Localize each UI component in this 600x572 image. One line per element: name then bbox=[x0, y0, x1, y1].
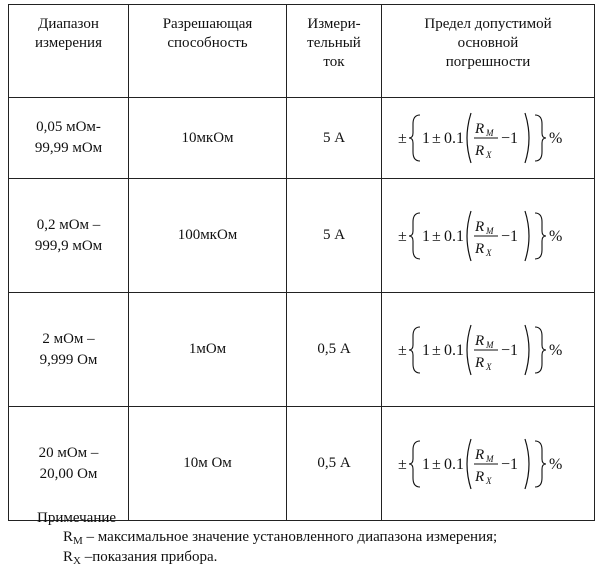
formula-one: 1 bbox=[422, 130, 430, 147]
numerator-subscript: M bbox=[486, 453, 494, 464]
formula-one: 1 bbox=[422, 227, 430, 245]
numerator-subscript: M bbox=[486, 225, 494, 236]
formula-minus-one: −1 bbox=[501, 455, 519, 473]
denominator-r: R bbox=[475, 354, 485, 371]
formula-coefficient: 0.1 bbox=[444, 341, 464, 359]
table-row bbox=[9, 179, 595, 293]
table-row bbox=[9, 293, 595, 407]
formula-minus-one: −1 bbox=[501, 227, 519, 245]
table-header-row bbox=[9, 5, 595, 98]
current-cell: 0,5 А bbox=[287, 293, 382, 407]
specifications-table bbox=[8, 4, 595, 521]
numerator-r: R bbox=[475, 332, 485, 349]
header-measuring-current: Измери- тельный ток bbox=[287, 5, 382, 98]
left-paren bbox=[467, 325, 471, 375]
formula-one: 1 bbox=[422, 455, 430, 473]
formula-plus-minus: ± bbox=[432, 130, 441, 147]
plus-minus-sign: ± bbox=[398, 130, 407, 147]
numerator-subscript: M bbox=[486, 128, 494, 138]
denominator-r: R bbox=[475, 468, 485, 485]
header-measurement-range: Диапазон измерения bbox=[9, 5, 129, 98]
numerator-r: R bbox=[475, 218, 485, 235]
numerator-subscript: M bbox=[486, 339, 494, 350]
denominator-r: R bbox=[475, 240, 485, 257]
right-curly-brace bbox=[535, 115, 546, 161]
right-paren bbox=[525, 211, 529, 261]
denominator-subscript: X bbox=[486, 361, 492, 372]
percent-sign: % bbox=[549, 227, 563, 245]
error-formula-cell bbox=[382, 179, 595, 293]
numerator-r: R bbox=[475, 121, 485, 137]
table-row bbox=[9, 98, 595, 179]
error-formula bbox=[398, 317, 578, 383]
right-paren bbox=[525, 439, 529, 489]
error-formula bbox=[398, 203, 578, 269]
percent-sign: % bbox=[549, 455, 563, 473]
formula-one: 1 bbox=[422, 341, 430, 359]
denominator-r: R bbox=[475, 143, 485, 159]
header-error-limit: Предел допустимой основной погрешности bbox=[382, 5, 595, 98]
denominator-subscript: X bbox=[486, 150, 492, 160]
rm-symbol: R bbox=[63, 529, 74, 545]
resolution-cell: 10мкОм bbox=[129, 98, 287, 179]
left-paren bbox=[467, 439, 471, 489]
plus-minus-sign: ± bbox=[398, 455, 407, 473]
denominator-subscript: X bbox=[486, 247, 492, 258]
left-curly-brace bbox=[409, 115, 420, 161]
left-paren bbox=[467, 211, 471, 261]
right-curly-brace bbox=[535, 213, 546, 259]
formula-plus-minus: ± bbox=[432, 341, 441, 359]
right-paren bbox=[525, 325, 529, 375]
right-paren bbox=[525, 113, 529, 163]
current-cell: 5 А bbox=[287, 179, 382, 293]
note-rx-line bbox=[37, 548, 497, 568]
rx-description: –показания прибора. bbox=[80, 549, 218, 565]
error-formula-cell bbox=[382, 407, 595, 521]
error-formula bbox=[398, 431, 578, 497]
error-formula bbox=[398, 105, 578, 171]
current-cell: 5 А bbox=[287, 98, 382, 179]
right-curly-brace bbox=[535, 327, 546, 373]
left-curly-brace bbox=[409, 441, 420, 487]
left-curly-brace bbox=[409, 213, 420, 259]
error-formula-cell bbox=[382, 293, 595, 407]
formula-plus-minus: ± bbox=[432, 455, 441, 473]
formula-coefficient: 0.1 bbox=[444, 130, 464, 147]
rx-symbol: R bbox=[63, 549, 74, 565]
plus-minus-sign: ± bbox=[398, 341, 407, 359]
range-cell: 0,05 мОм- 99,99 мОм bbox=[9, 98, 129, 179]
formula-coefficient: 0.1 bbox=[444, 455, 464, 473]
resolution-cell: 1мОм bbox=[129, 293, 287, 407]
plus-minus-sign: ± bbox=[398, 227, 407, 245]
percent-sign: % bbox=[549, 130, 563, 147]
denominator-subscript: X bbox=[486, 475, 492, 486]
rm-subscript: M bbox=[73, 535, 83, 547]
range-cell: 0,2 мОм – 999,9 мОм bbox=[9, 179, 129, 293]
range-cell: 2 мОм – 9,999 Ом bbox=[9, 293, 129, 407]
left-curly-brace bbox=[409, 327, 420, 373]
error-formula-cell bbox=[382, 98, 595, 179]
resolution-cell: 10м Ом bbox=[129, 407, 287, 521]
resolution-cell: 100мкОм bbox=[129, 179, 287, 293]
formula-minus-one: −1 bbox=[501, 130, 519, 147]
table-note bbox=[37, 509, 497, 568]
formula-coefficient: 0.1 bbox=[444, 227, 464, 245]
formula-plus-minus: ± bbox=[432, 227, 441, 245]
percent-sign: % bbox=[549, 341, 563, 359]
header-resolution: Разрешающая способность bbox=[129, 5, 287, 98]
rx-subscript: X bbox=[73, 555, 81, 567]
range-cell: 20 мОм – 20,00 Ом bbox=[9, 407, 129, 521]
numerator-r: R bbox=[475, 446, 485, 463]
right-curly-brace bbox=[535, 441, 546, 487]
left-paren bbox=[467, 113, 471, 163]
table-row bbox=[9, 407, 595, 521]
formula-minus-one: −1 bbox=[501, 341, 519, 359]
current-cell: 0,5 А bbox=[287, 407, 382, 521]
note-title: Примечание bbox=[37, 510, 117, 526]
rm-description: – максимальное значение установленного диапазона измерения; bbox=[82, 529, 498, 545]
note-rm-line bbox=[37, 528, 497, 548]
